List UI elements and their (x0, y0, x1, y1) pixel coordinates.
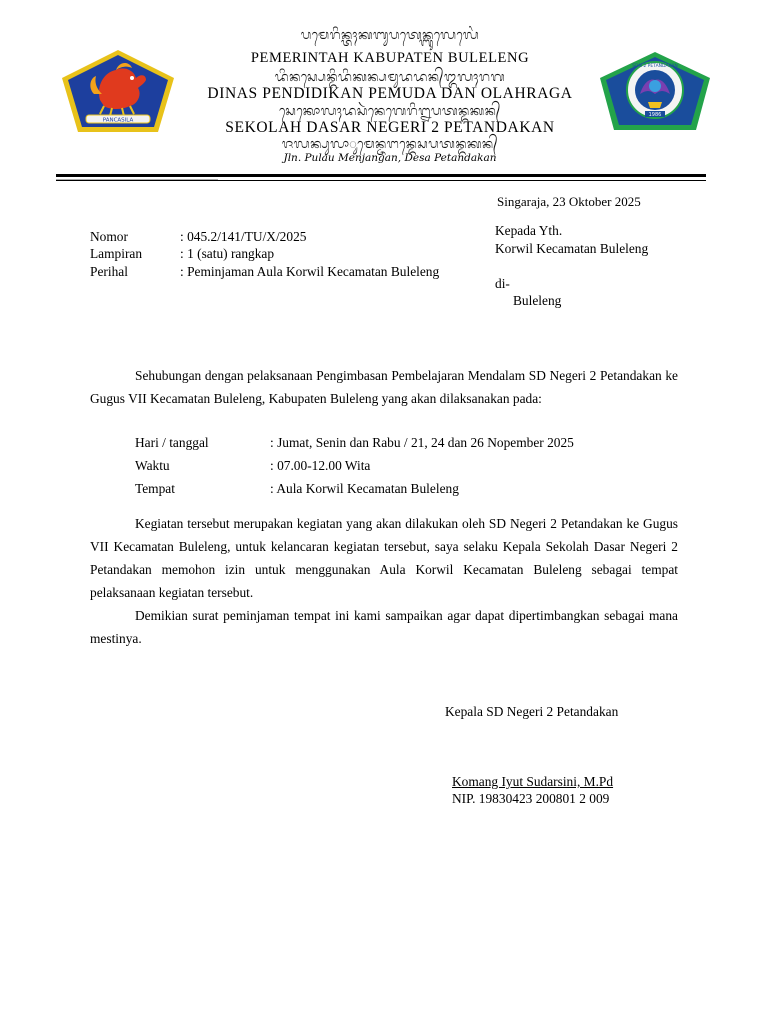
letterhead-divider-thin (56, 180, 706, 181)
detail-value-date: : Jumat, Senin dan Rabu / 21, 24 dan 26 Nopember 2025 (270, 435, 574, 450)
school-address: Jln. Pulau Menjangan, Desa Petandakan (283, 152, 497, 164)
department-name: DINAS PENDIDIKAN PEMUDA DAN OLAHRAGA (207, 85, 573, 102)
school-logo (598, 50, 712, 132)
meta-value-lampiran: : 1 (satu) rangkap (180, 246, 275, 261)
detail-label-time: Waktu (135, 458, 170, 473)
regency-name: PEMERINTAH KABUPATEN BULELENG (250, 50, 530, 66)
recipient-city: Buleleng (513, 293, 562, 308)
balinese-line-1: ᬧᬫᬾᬭᬶᬦ᭄ᬢᬄᬓᬩᬸᬧᬢᬾᬦ᭄ᬩᬸᬮᬾᬮᬾᬂ (300, 28, 480, 43)
detail-value-time: : 07.00-12.00 Wita (270, 458, 371, 473)
detail-value-place: : Aula Korwil Kecamatan Buleleng (270, 481, 459, 496)
logo-left-ribbon-text: PANCASILA (102, 117, 134, 124)
place-date: Singaraja, 23 Oktober 2025 (497, 194, 641, 209)
opening-paragraph (90, 364, 678, 410)
detail-label-place: Tempat (135, 481, 175, 496)
signatory-nip: NIP. 19830423 200801 2 009 (452, 791, 610, 806)
letterhead-divider-accent (56, 179, 218, 180)
meta-value-nomor: : 045.2/141/TU/X/2025 (180, 229, 307, 244)
letterhead-divider-thick (56, 174, 706, 177)
meta-label-nomor: Nomor (90, 229, 128, 244)
body-paragraph-text: Kegiatan tersebut merupakan kegiatan yang akan dilakukan oleh SD Negeri 2 Petandakan ke Gugus VII Kecamatan Buleleng, untuk kelancaran kegiatan tersebut, saya selaku Kepala Sekolah Dasar Negeri 2 Petandakan memohon izin untuk menggunakan Aula Korwil Kecamatan Buleleng sebagai tempat pelaksanaan kegiatan tersebut. (90, 516, 678, 600)
buleleng-logo (60, 48, 176, 134)
body-paragraph (90, 512, 678, 604)
signature-title: Kepala SD Negeri 2 Petandakan (445, 704, 619, 719)
logo-right-ring-text: SDN 2 PETANDAKAN (632, 64, 678, 69)
meta-label-lampiran: Lampiran (90, 246, 143, 261)
logo-right-year: 1986 (648, 112, 662, 118)
recipient-name: Korwil Kecamatan Buleleng (495, 241, 649, 256)
meta-value-perihal: : Peminjaman Aula Korwil Kecamatan Buleleng (180, 264, 440, 279)
recipient-greeting: Kepada Yth. (495, 223, 563, 238)
school-name: SEKOLAH DASAR NEGERI 2 PETANDAKAN (225, 119, 555, 136)
closing-paragraph-text: Demikian surat peminjaman tempat ini kami sampaikan agar dapat dipertimbangkan sebagai mana mestinya. (90, 608, 678, 646)
balinese-line-3: ᬲᬾᬓᭀᬮᬄᬤᬲᬃᬦᬾᬕᬾᬭᬶ᭒ᬧᬢᬦ᭄ᬤᬓᬦ᭄ (279, 104, 501, 119)
closing-paragraph (90, 604, 678, 650)
opening-paragraph-text: Sehubungan dengan pelaksanaan Pengimbasan Pembelajaran Mendalam SD Negeri 2 Petandakan ke Gugus VII Kecamatan Buleleng, Kabupaten Buleleng yang akan dilaksanakan pada: (90, 368, 678, 406)
balinese-line-2: ᬤᬶᬦᬲ᭄ᬧᬾᬦ᭄ᬤᬶᬤᬶᬓᬦ᭄ᬧᬫᬸᬤᬤᬦ᭄ᬑᬮᬄᬭᬕ (274, 70, 506, 85)
meta-label-perihal: Perihal (90, 264, 128, 279)
detail-label-date: Hari / tanggal (135, 435, 209, 450)
balinese-line-4: ᬚᬮᬦ᭄ᬧᬸᬮᬵᬸᬫᬾᬦ᭄ᬚᬗᬦ᭄ᬤᬾᬲᬧᬢᬦ᭄ᬤᬓᬦ᭄ (281, 137, 499, 152)
signatory-name: Komang Iyut Sudarsini, M.Pd (452, 774, 614, 789)
recipient-di: di- (495, 276, 510, 291)
